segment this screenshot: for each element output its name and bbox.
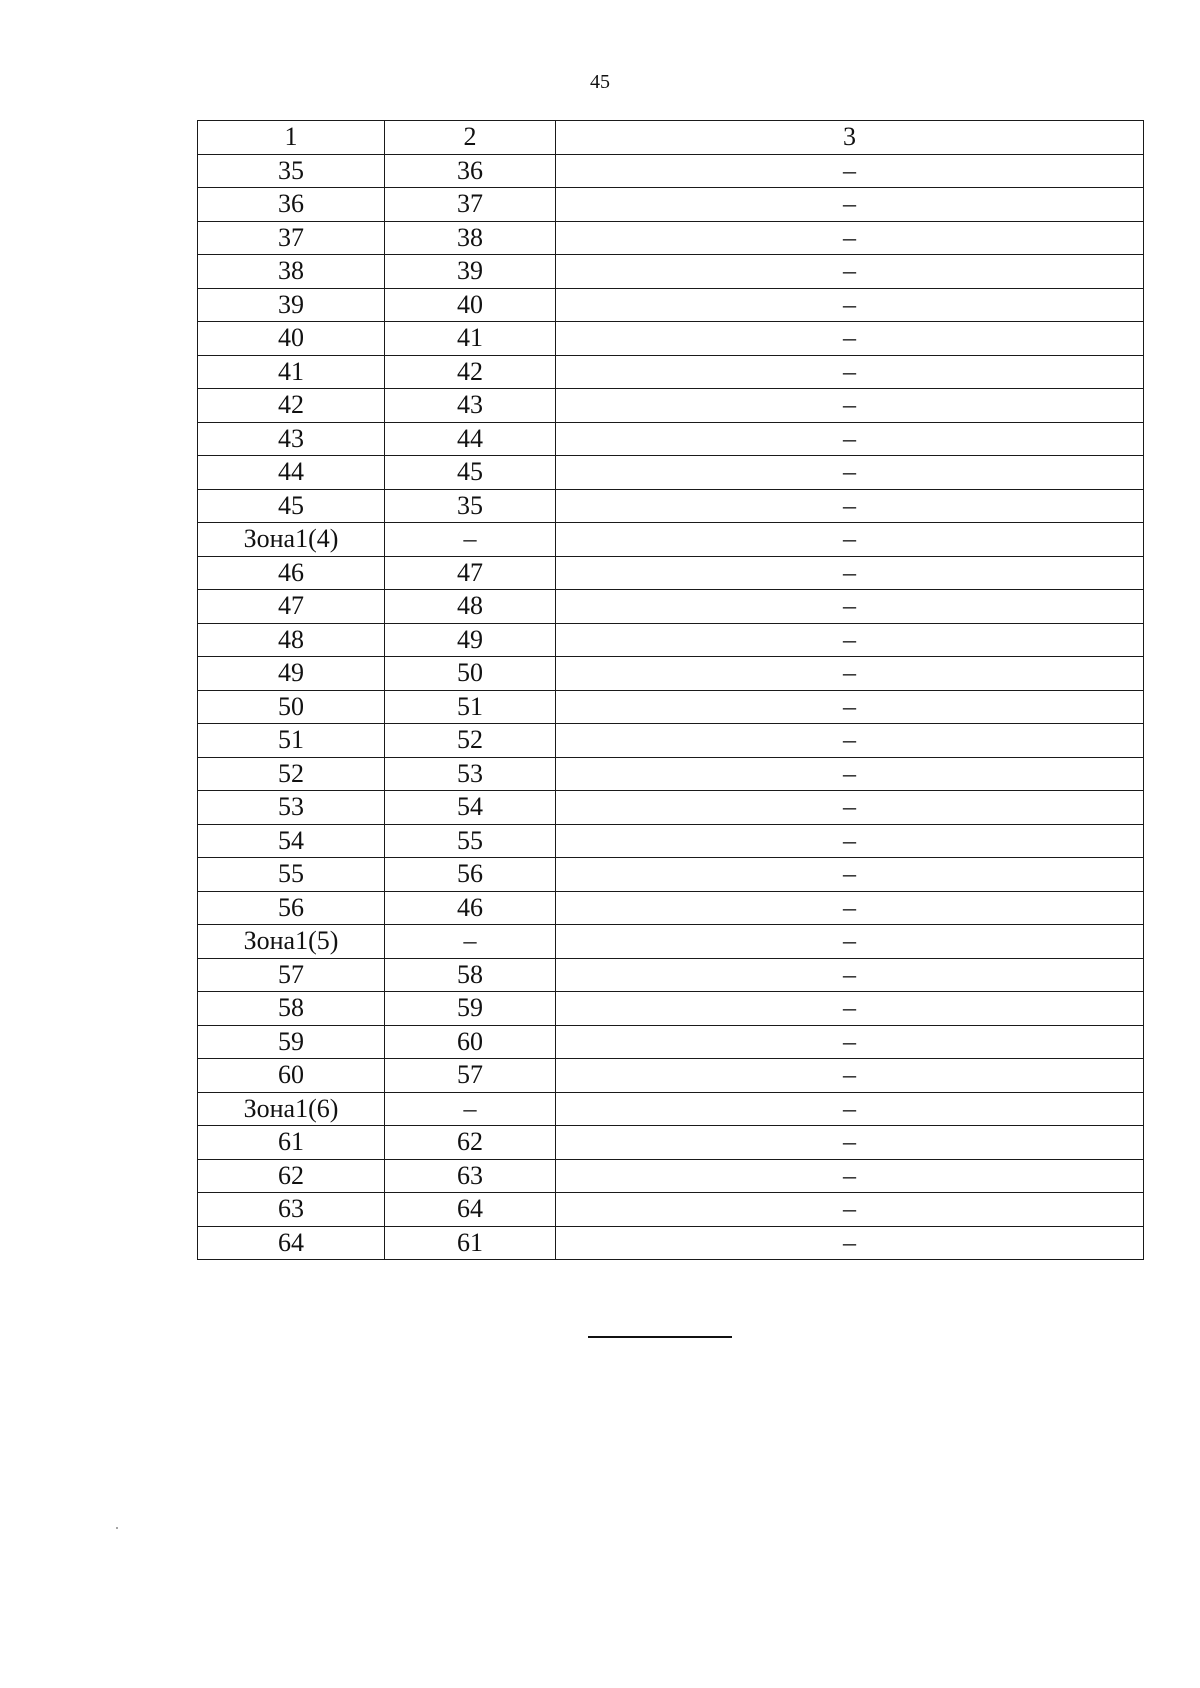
table-cell-col3: – — [556, 489, 1144, 523]
table-row — [198, 824, 1144, 858]
table-cell-col1: Зона1(6) — [198, 1092, 385, 1126]
table-cell-col3: – — [556, 1226, 1144, 1260]
table-cell-col2: 59 — [385, 992, 556, 1026]
page-number: 45 — [590, 71, 610, 93]
table-cell-col2: 46 — [385, 891, 556, 925]
table-cell-col2: – — [385, 523, 556, 557]
table-row — [198, 322, 1144, 356]
table-row — [198, 523, 1144, 557]
table-cell-col3: – — [556, 1159, 1144, 1193]
table-cell-col2: 60 — [385, 1025, 556, 1059]
table-cell-col2: 44 — [385, 422, 556, 456]
table-row — [198, 1159, 1144, 1193]
table-cell-col2: 38 — [385, 221, 556, 255]
table-cell-col3: – — [556, 154, 1144, 188]
table-cell-col3: – — [556, 1193, 1144, 1227]
table-cell-col1: 58 — [198, 992, 385, 1026]
table-cell-col1: 38 — [198, 255, 385, 289]
table-cell-col1: 61 — [198, 1126, 385, 1160]
table-cell-col2: – — [385, 925, 556, 959]
table-row — [198, 690, 1144, 724]
table-cell-col3: – — [556, 355, 1144, 389]
table-row — [198, 958, 1144, 992]
table-cell-col1: 62 — [198, 1159, 385, 1193]
table-cell-col1: 52 — [198, 757, 385, 791]
table-cell-col2: 62 — [385, 1126, 556, 1160]
table-row — [198, 456, 1144, 490]
table-cell-col2: 43 — [385, 389, 556, 423]
table-cell-col1: 46 — [198, 556, 385, 590]
table-cell-col1: 39 — [198, 288, 385, 322]
table-header-row — [198, 121, 1144, 155]
table-cell-col1: 54 — [198, 824, 385, 858]
table-cell-col1: 50 — [198, 690, 385, 724]
table-cell-col2: 53 — [385, 757, 556, 791]
table-cell-col1: 36 — [198, 188, 385, 222]
table-cell-col1: Зона1(4) — [198, 523, 385, 557]
table-cell-col3: – — [556, 188, 1144, 222]
table-cell-col2: 56 — [385, 858, 556, 892]
table-cell-col3: – — [556, 724, 1144, 758]
table-row — [198, 255, 1144, 289]
table-cell-col2: 37 — [385, 188, 556, 222]
zone-table-body — [198, 121, 1144, 1260]
table-cell-col1: 57 — [198, 958, 385, 992]
table-cell-col2: 51 — [385, 690, 556, 724]
table-cell-col1: 44 — [198, 456, 385, 490]
table-cell-col2: 52 — [385, 724, 556, 758]
table-cell-col1: 53 — [198, 791, 385, 825]
table-row — [198, 154, 1144, 188]
table-row — [198, 623, 1144, 657]
table-row — [198, 590, 1144, 624]
table-row — [198, 858, 1144, 892]
table-cell-col3: – — [556, 288, 1144, 322]
table-cell-col1: Зона1(5) — [198, 925, 385, 959]
table-cell-col3: – — [556, 1126, 1144, 1160]
table-row — [198, 1193, 1144, 1227]
table-cell-col2: – — [385, 1092, 556, 1126]
table-cell-col1: 55 — [198, 858, 385, 892]
table-cell-col3: – — [556, 858, 1144, 892]
table-row — [198, 489, 1144, 523]
table-cell-col3: – — [556, 891, 1144, 925]
table-cell-col2: 41 — [385, 322, 556, 356]
table-cell-col1: 48 — [198, 623, 385, 657]
table-cell-col3: – — [556, 757, 1144, 791]
table-cell-col3: – — [556, 992, 1144, 1026]
table-cell-col3: – — [556, 1092, 1144, 1126]
table-cell-col2: 63 — [385, 1159, 556, 1193]
table-row — [198, 1092, 1144, 1126]
table-row — [198, 1226, 1144, 1260]
table-cell-col1: 40 — [198, 322, 385, 356]
table-cell-col3: – — [556, 221, 1144, 255]
table-row — [198, 992, 1144, 1026]
table-cell-col2: 42 — [385, 355, 556, 389]
table-cell-col2: 49 — [385, 623, 556, 657]
table-cell-col2: 57 — [385, 1059, 556, 1093]
end-of-table-rule — [588, 1336, 732, 1338]
header-cell-col1: 1 — [198, 121, 385, 155]
table-row — [198, 891, 1144, 925]
table-cell-col1: 42 — [198, 389, 385, 423]
table-cell-col1: 47 — [198, 590, 385, 624]
table-cell-col1: 60 — [198, 1059, 385, 1093]
scan-speck — [116, 1527, 118, 1529]
table-cell-col1: 43 — [198, 422, 385, 456]
table-cell-col1: 63 — [198, 1193, 385, 1227]
table-cell-col1: 49 — [198, 657, 385, 691]
table-row — [198, 556, 1144, 590]
table-cell-col2: 36 — [385, 154, 556, 188]
zone-table — [197, 120, 1144, 1260]
table-cell-col3: – — [556, 791, 1144, 825]
table-cell-col2: 55 — [385, 824, 556, 858]
table-cell-col3: – — [556, 1059, 1144, 1093]
table-cell-col3: – — [556, 657, 1144, 691]
table-cell-col3: – — [556, 523, 1144, 557]
table-cell-col3: – — [556, 556, 1144, 590]
table-cell-col2: 48 — [385, 590, 556, 624]
table-row — [198, 422, 1144, 456]
table-cell-col3: – — [556, 623, 1144, 657]
table-cell-col3: – — [556, 322, 1144, 356]
table-row — [198, 221, 1144, 255]
table-cell-col3: – — [556, 389, 1144, 423]
table-cell-col3: – — [556, 690, 1144, 724]
table-cell-col1: 64 — [198, 1226, 385, 1260]
table-cell-col2: 61 — [385, 1226, 556, 1260]
table-row — [198, 791, 1144, 825]
table-cell-col2: 47 — [385, 556, 556, 590]
table-cell-col3: – — [556, 422, 1144, 456]
table-row — [198, 288, 1144, 322]
header-cell-col2: 2 — [385, 121, 556, 155]
header-cell-col3: 3 — [556, 121, 1144, 155]
table-cell-col3: – — [556, 255, 1144, 289]
table-row — [198, 925, 1144, 959]
table-cell-col2: 39 — [385, 255, 556, 289]
table-cell-col1: 41 — [198, 355, 385, 389]
table-row — [198, 188, 1144, 222]
table-row — [198, 757, 1144, 791]
table-cell-col1: 51 — [198, 724, 385, 758]
table-cell-col2: 58 — [385, 958, 556, 992]
table-cell-col3: – — [556, 1025, 1144, 1059]
table-cell-col1: 35 — [198, 154, 385, 188]
table-cell-col3: – — [556, 590, 1144, 624]
table-cell-col2: 50 — [385, 657, 556, 691]
table-cell-col3: – — [556, 958, 1144, 992]
table-row — [198, 1025, 1144, 1059]
table-cell-col2: 35 — [385, 489, 556, 523]
table-row — [198, 1126, 1144, 1160]
table-cell-col1: 56 — [198, 891, 385, 925]
table-row — [198, 724, 1144, 758]
table-row — [198, 389, 1144, 423]
table-row — [198, 1059, 1144, 1093]
table-cell-col2: 45 — [385, 456, 556, 490]
table-cell-col3: – — [556, 456, 1144, 490]
table-cell-col2: 54 — [385, 791, 556, 825]
table-cell-col2: 40 — [385, 288, 556, 322]
table-cell-col2: 64 — [385, 1193, 556, 1227]
table-cell-col1: 59 — [198, 1025, 385, 1059]
table-cell-col3: – — [556, 824, 1144, 858]
table-cell-col1: 45 — [198, 489, 385, 523]
table-cell-col3: – — [556, 925, 1144, 959]
table-row — [198, 355, 1144, 389]
table-row — [198, 657, 1144, 691]
table-cell-col1: 37 — [198, 221, 385, 255]
